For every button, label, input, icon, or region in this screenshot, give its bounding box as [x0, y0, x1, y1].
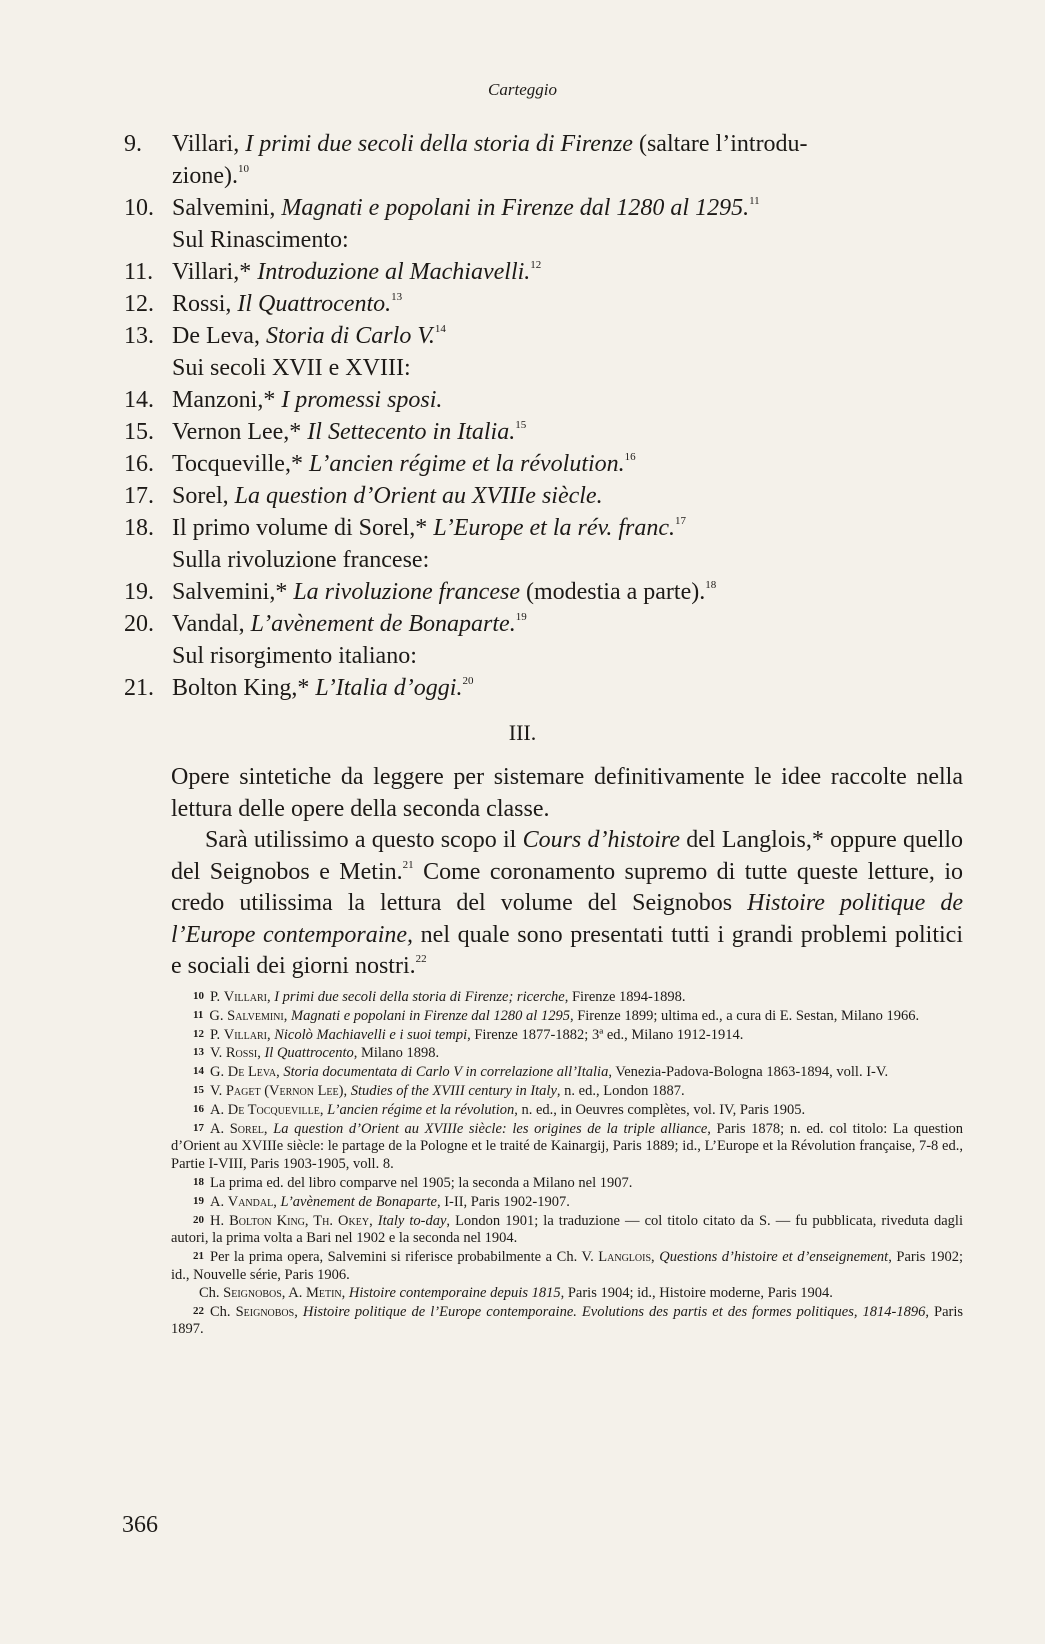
footnote-part-i: Histoire politique de l’Europe contemporaine. Evolutions des partis et des formes politiques, 1814-1896: [302, 1303, 926, 1320]
footnote-part-i: Storia documentata di Carlo V in correlazione all’Italia: [283, 1064, 609, 1081]
list-number: 13.: [124, 323, 154, 349]
footnote-part-i: La question d’Orient au XVIIIe siècle: les origines de la triple alliance: [273, 1120, 708, 1137]
footnote-part-i: Magnati e popolani in Firenze dal 1280 al 1295: [290, 1007, 570, 1024]
p2-d: Come coronamento supremo di tutte queste letture, io credo utilissima la lettura del volume del Seignobos: [171, 858, 963, 916]
footnote: [171, 1063, 963, 1082]
footnote-part-a: Ch.: [199, 1284, 224, 1301]
footnote-marker: 20: [193, 1213, 204, 1226]
p2-title-histoire: Histoire politique de l’Europe contemporaine,: [171, 890, 963, 948]
list-tail: (modestia a parte).: [519, 579, 706, 605]
list-item: [124, 480, 964, 512]
list-line2: zione).: [172, 163, 238, 189]
footnote-part-c: , I-II, Paris 1902-1907.: [436, 1193, 570, 1210]
list-item: [124, 416, 964, 448]
list-title: Il Quattrocento.: [237, 291, 392, 317]
footnote-part-c: , Venezia-Padova-Bologna 1863-1894, voll. I-V.: [608, 1064, 889, 1081]
list-item: [124, 192, 964, 224]
footnote-part-a: A.: [210, 1193, 228, 1210]
list-title: L’ancien régime et la révolution.: [308, 451, 625, 477]
footnote-part-c: , Firenze 1894-1898.: [564, 989, 686, 1005]
footnote-part-sc: Vandal: [227, 1193, 274, 1210]
note-ref: 17: [675, 515, 687, 527]
footnote-part-a: Per la prima opera, Salvemini si riferisce probabilmente a Ch. V.: [210, 1249, 599, 1266]
p2-title-cours: Cours d’histoire: [522, 827, 680, 853]
list-author: Salvemini,*: [172, 579, 288, 605]
footnote-part-c: , Firenze 1877-1882; 3ª ed., Milano 1912-1914.: [467, 1026, 744, 1043]
footnote-part-a: G.: [209, 1007, 228, 1024]
list-author: Salvemini,: [172, 195, 276, 221]
list-item: [124, 576, 964, 608]
footnote-marker: 18: [193, 1175, 204, 1188]
footnote-part-a: A.: [210, 1101, 228, 1118]
footnote-part-c: , Paris 1897.: [171, 1303, 964, 1338]
list-number: 16.: [124, 451, 154, 477]
paragraph-2: [171, 825, 963, 983]
list-title: La rivoluzione francese: [293, 579, 520, 605]
footnote-part-b: ,: [273, 1193, 281, 1210]
footnote-part-sc: Rossi: [225, 1045, 258, 1062]
footnote-part-c: , n. ed., London 1887.: [556, 1082, 685, 1099]
p2-c: del Langlois,* oppure quello del Seignobos e Metin.: [171, 827, 963, 885]
list-item: [124, 512, 964, 544]
list-title: La question d’Orient au XVIIIe siècle.: [234, 483, 603, 509]
footnote-part-c: , Paris 1902; id., Nouvelle série, Paris 1906.: [171, 1249, 963, 1283]
note-ref: 13: [391, 291, 403, 303]
list-item: [124, 608, 964, 640]
footnote-part-i: I primi due secoli della storia di Firenze; ricerche: [274, 989, 565, 1005]
list-subhead: Sui secoli XVII e XVIII:: [172, 355, 411, 381]
footnote-part-b: ,: [369, 1212, 378, 1229]
footnote-part-sc: Seignobos: [235, 1303, 295, 1320]
list-item: [124, 384, 964, 416]
list-item: [124, 320, 964, 352]
list-title: I primi due secoli della storia di Firenze: [245, 131, 633, 157]
list-item: [124, 256, 964, 288]
list-title: L’Italia d’oggi.: [315, 675, 463, 701]
reading-list: [124, 128, 964, 704]
list-number: 12.: [124, 291, 154, 317]
footnote-part-b: ,: [276, 1064, 284, 1081]
footnote-part-c: , Paris 1878; n. ed. col titolo: La question d’Orient au XVIIIe siècle: le partage de la Pologne et le traité de Kainargij, Paris 1889; id., L’Europe et la Révolution française, 7-8 ed., Partie I-VIII, Paris 1903-1905, voll. 8.: [171, 1120, 963, 1173]
note-ref: 11: [749, 195, 760, 207]
footnote: [171, 1212, 963, 1249]
list-number: 17.: [124, 483, 154, 509]
list-author: Bolton King,*: [172, 675, 310, 701]
footnote-part-i: Histoire contemporaine depuis 1815: [348, 1284, 561, 1301]
footnote-part-i: Studies of the XVIII century in Italy: [350, 1082, 557, 1099]
p2-a: Sarà utilissimo a questo scopo il: [205, 827, 523, 853]
list-item: [124, 288, 964, 320]
footnote-part-a: A.: [210, 1120, 230, 1137]
note-ref: 19: [515, 611, 527, 623]
footnote: [171, 1082, 963, 1101]
footnote-part-c: , Paris 1904; id., Histoire moderne, Paris 1904.: [560, 1284, 833, 1301]
footnote: [171, 1193, 963, 1212]
footnote-part-sc: Villari: [223, 1026, 267, 1043]
footnote: [171, 1026, 963, 1045]
list-number: 15.: [124, 419, 154, 445]
note-ref: 12: [530, 259, 542, 271]
list-number: 10.: [124, 195, 154, 221]
list-number: 18.: [124, 515, 154, 541]
list-author: Tocqueville,*: [172, 451, 303, 477]
list-author: Sorel,: [172, 483, 229, 509]
footnote-part-b: ,: [257, 1045, 265, 1062]
list-title: Magnati e popolani in Firenze dal 1280 al 1295.: [281, 195, 750, 221]
note-ref-22: 22: [415, 953, 427, 965]
footnote: [171, 1044, 963, 1063]
note-ref: 18: [705, 579, 717, 591]
footnote-part-b: ,: [266, 989, 275, 1005]
list-author: Vernon Lee,*: [172, 419, 302, 445]
note-ref-21: 21: [402, 858, 414, 871]
footnote-part-a: V.: [210, 1082, 226, 1099]
list-tail: (saltare l’introdu-: [632, 131, 808, 157]
footnote-part-sc: Seignobos, A. Metin: [223, 1284, 342, 1301]
footnote-part-sc: De Leva: [227, 1064, 277, 1081]
list-author: Il primo volume di Sorel,*: [172, 515, 428, 541]
footnote-marker: 19: [193, 1194, 204, 1207]
list-title: L’avènement de Bonaparte.: [250, 611, 516, 637]
footnote-part-a: P.: [210, 1026, 224, 1043]
footnote-marker: 15: [193, 1083, 204, 1096]
footnote-part-i: Il Quattrocento: [264, 1045, 354, 1062]
list-item: [124, 672, 964, 704]
running-head: Carteggio: [488, 80, 557, 99]
footnote-part-b: ,: [294, 1303, 303, 1320]
note-ref: 16: [624, 451, 636, 463]
list-author: Rossi,: [172, 291, 232, 317]
list-number: 19.: [124, 579, 154, 605]
footnote-part-a: Ch.: [210, 1303, 236, 1320]
list-author: Villari,*: [172, 259, 252, 285]
footnote-part-b: ,: [341, 1284, 349, 1301]
footnote-part-b: ,: [266, 1026, 275, 1043]
footnote-part-b: ,: [263, 1120, 274, 1137]
page-number: 366: [122, 1512, 158, 1538]
footnote-part-sc: Langlois: [598, 1249, 652, 1266]
footnote-part-sc: Paget (Vernon Lee): [225, 1082, 344, 1099]
list-author: Villari,: [172, 131, 240, 157]
list-title: Storia di Carlo V.: [265, 323, 435, 349]
list-author: Vandal,: [172, 611, 245, 637]
footnote-marker: 11: [193, 1008, 204, 1021]
list-number: 14.: [124, 387, 154, 413]
footnote-marker: 14: [193, 1065, 204, 1078]
footnote: [171, 1174, 963, 1193]
body-text: [171, 762, 963, 983]
footnote-part-i: Nicolò Machiavelli e i suoi tempi: [274, 1026, 468, 1043]
list-item: [124, 448, 964, 480]
list-subhead: Sul risorgimento italiano:: [172, 643, 417, 669]
footnote-marker: 16: [193, 1102, 204, 1115]
section-number: III.: [508, 720, 537, 745]
footnote: [171, 988, 963, 1007]
list-item: [124, 128, 964, 192]
list-title: Il Settecento in Italia.: [307, 419, 516, 445]
footnote-marker: 10: [193, 990, 204, 1002]
footnote-marker: 13: [193, 1046, 204, 1059]
footnote-marker: 17: [193, 1121, 204, 1134]
footnote-part-b: ,: [319, 1101, 328, 1118]
footnote-part-i: L’ancien régime et la révolution: [327, 1101, 515, 1118]
footnote-part-sc: Villari: [223, 989, 267, 1005]
footnote-marker: 22: [193, 1304, 204, 1317]
list-title: I promessi sposi.: [281, 387, 443, 413]
footnote-part-i: L’avènement de Bonaparte: [280, 1193, 437, 1210]
list-title: Introduzione al Machiavelli.: [257, 259, 531, 285]
footnote: [171, 1248, 963, 1285]
footnote: [171, 1285, 963, 1303]
footnote-part-b: ,: [651, 1249, 660, 1266]
list-number: 9.: [124, 131, 142, 157]
footnote-part-sc: De Tocqueville: [227, 1101, 320, 1118]
footnote-part-sc: Sorel: [229, 1120, 264, 1137]
footnote-part-a: V.: [210, 1045, 226, 1062]
p2-f: nel quale sono presentati tutti i grandi problemi politici e sociali dei giorni nostri.: [171, 921, 964, 979]
paragraph-1: [171, 762, 963, 825]
footnote-part-b: ,: [343, 1082, 351, 1099]
footnote: [171, 1303, 963, 1340]
footnote-part-i: Italy to-day: [377, 1212, 447, 1229]
footnote-part-sc: Salvemini: [227, 1007, 284, 1024]
footnote-part-b: ,: [283, 1007, 291, 1024]
footnote-part-a: P.: [210, 989, 224, 1005]
footnote-part-sc: Bolton King, Th. Okey: [229, 1212, 370, 1229]
footnote: [171, 1007, 963, 1026]
list-subhead: Sul Rinascimento:: [172, 227, 349, 253]
footnote-part-c: , London 1901; la traduzione — col titolo citato da S. — fu pubblicata, riveduta dagli autori, la prima volta a Bari nel 1902 e la seconda nel 1904.: [171, 1212, 963, 1247]
footnote-part-c: , Milano 1898.: [353, 1045, 440, 1062]
list-author: Manzoni,*: [172, 387, 276, 413]
list-number: 21.: [124, 675, 154, 701]
list-number: 11.: [124, 259, 154, 285]
footnote-marker: 12: [193, 1027, 204, 1040]
footnote: [171, 1101, 963, 1120]
footnote-part-a: H.: [210, 1212, 230, 1229]
note-ref: 20: [462, 675, 474, 687]
footnote-part-i: Questions d’histoire et d’enseignement: [659, 1249, 889, 1266]
footnote-part-c: , n. ed., in Oeuvres complètes, vol. IV, Paris 1905.: [514, 1101, 806, 1118]
footnote-part-a: G.: [210, 1064, 228, 1081]
footnote-part-a: La prima ed. del libro comparve nel 1905; la seconda a Milano nel 1907.: [210, 1174, 633, 1191]
note-ref: 14: [434, 323, 446, 335]
footnote-marker: 21: [193, 1250, 204, 1263]
paragraph-1-text: Opere sintetiche da leggere per sistemare definitivamente le idee raccolte nella lettura delle opere della seconda classe.: [171, 764, 963, 822]
footnote-part-c: , Firenze 1899; ultima ed., a cura di E. Sestan, Milano 1966.: [569, 1007, 920, 1024]
list-subhead: Sulla rivoluzione francese:: [172, 547, 430, 573]
list-number: 20.: [124, 611, 154, 637]
footnote: [171, 1120, 963, 1174]
note-ref: 10: [237, 163, 249, 175]
footnotes: [171, 988, 963, 1339]
list-author: De Leva,: [172, 323, 260, 349]
note-ref: 15: [515, 419, 527, 431]
list-title: L’Europe et la rév. franc.: [433, 515, 676, 541]
